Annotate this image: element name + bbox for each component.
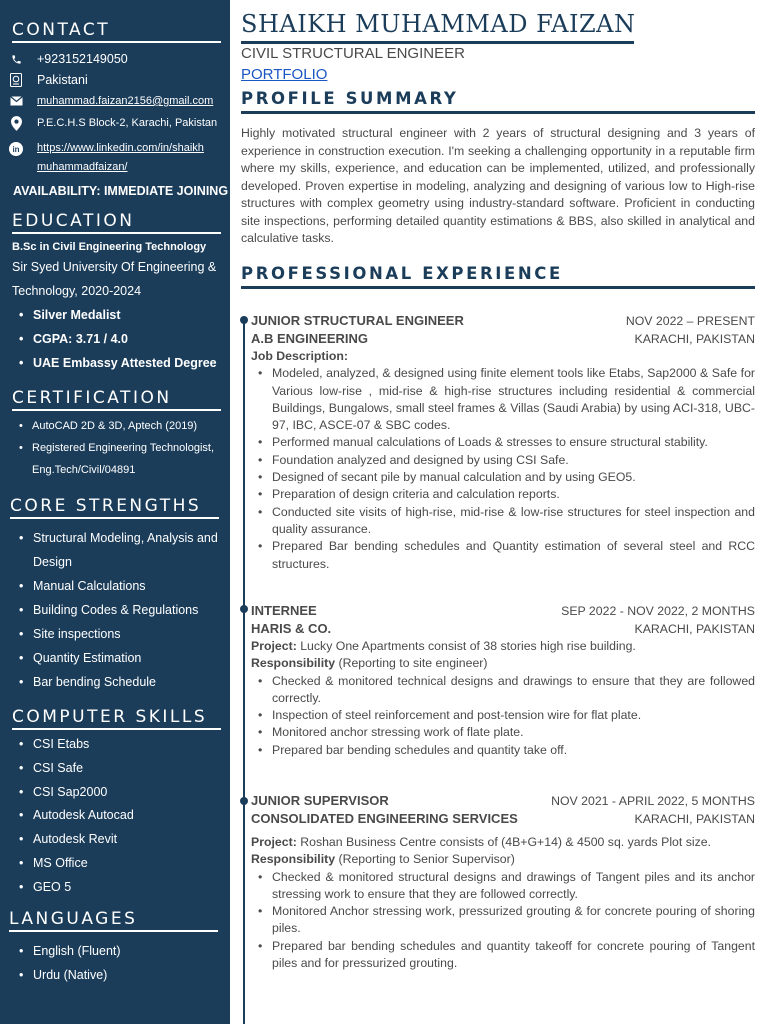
linkedin-link-line2[interactable]: muhammadfaizan/ (37, 161, 128, 173)
languages-list (12, 939, 121, 987)
email-link[interactable]: muhammad.faizan2156@gmail.com (37, 95, 214, 107)
responsibility-label: Responsibility (251, 852, 336, 867)
profile-summary-heading: PROFILE SUMMARY (241, 89, 459, 108)
list-item: • GEO 5 (12, 876, 134, 900)
list-item: • Foundation analyzed and designed by using CSI Safe. (251, 452, 755, 469)
certification-number: Eng.Tech/Civil/04891 (32, 464, 136, 476)
project-text: Roshan Business Centre consists of (4B+G+14) & 4500 sq. yards Plot size. (300, 835, 712, 849)
list-item: • Inspection of steel reinforcement and post-tension wire for flat plate. (251, 707, 755, 724)
core-strengths-list (12, 526, 218, 550)
job-title: INTERNEE (251, 603, 317, 618)
list-item: • AutoCAD 2D & 3D, Aptech (2019) (12, 415, 214, 437)
location-pin-icon (9, 116, 23, 130)
profile-summary-rule (241, 111, 755, 114)
linkedin-icon (9, 142, 23, 156)
education-list (12, 303, 217, 375)
list-item: • Bar bending Schedule (12, 670, 218, 694)
experience-rule (241, 286, 755, 289)
job-entry-2 (251, 602, 755, 759)
university-line1: Sir Syed University Of Engineering & (12, 260, 217, 274)
job-dates: NOV 2021 - APRIL 2022, 5 MONTHS (551, 794, 755, 808)
list-item: • CSI Sap2000 (12, 781, 134, 805)
job-location: KARACHI, PAKISTAN (634, 812, 755, 826)
company-name: CONSOLIDATED ENGINEERING SERVICES (251, 811, 518, 826)
list-item: • Autodesk Revit (12, 828, 134, 852)
core-strengths-heading: CORE STRENGTHS (10, 496, 219, 519)
list-item: • Autodesk Autocad (12, 804, 134, 828)
contact-address (9, 116, 217, 130)
list-item: • Prepared bar bending schedules and quantity take off. (251, 742, 755, 759)
sidebar (0, 0, 230, 1024)
job-location: KARACHI, PAKISTAN (634, 622, 755, 636)
list-item: • Monitored anchor stressing work of flate plate. (251, 724, 755, 741)
responsibility-label: Responsibility (251, 656, 336, 671)
candidate-name: SHAIKH MUHAMMAD FAIZAN (241, 10, 636, 38)
list-item: • Prepared bar bending schedules and quantity takeoff for concrete pouring of Tangent piles and for pressurized grouting. (251, 938, 755, 973)
core-strength-continuation: Design (33, 555, 72, 569)
responsibility-line (251, 851, 755, 868)
computer-skills-section (12, 733, 134, 900)
profile-summary-text: Highly motivated structural engineer with 2 years of structural designing and 3 years of experience in construction execution. I'm seeking a challenging opportunity in a reputable firm where my skills, experience, and education can be implemented, utilized, and professionally developed. Proven expertise in modeling, analyzing and designing of various low to High-rise structures with complex geometry using industry-standard software. Proficient in conducting site inspections, performing detailed quantity estimations & BBS, also skilled in analytical and calculative tasks. (241, 126, 755, 245)
experience-heading: PROFESSIONAL EXPERIENCE (241, 264, 563, 283)
name-underline (241, 41, 634, 44)
contact-phone (9, 52, 128, 66)
portfolio-link[interactable]: PORTFOLIO (241, 66, 328, 83)
job-title: JUNIOR STRUCTURAL ENGINEER (251, 313, 464, 328)
availability: AVAILABILITY: IMMEDIATE JOINING (13, 184, 229, 198)
languages-section (12, 939, 121, 987)
company-name: HARIS & CO. (251, 621, 332, 636)
project-line (251, 638, 755, 655)
contact-linkedin (9, 139, 204, 177)
list-item: • English (Fluent) (12, 939, 121, 963)
job-bullets (251, 365, 755, 573)
contact-nationality (9, 73, 88, 87)
degree: B.Sc in Civil Engineering Technology (12, 241, 207, 253)
list-item: • Quantity Estimation (12, 646, 218, 670)
list-item: • CGPA: 3.71 / 4.0 (12, 327, 217, 351)
education-section (12, 241, 217, 375)
list-item: • Modeled, analyzed, & designed using finite element tools like Etabs, Sap2000 & Safe for Various low-rise , mid-rise & high-rise structures including residential & commercial Buildings, Bungalows, small steel frames & Villas (Saudi Arabia) by using ACI-318, UBC-97, IBC, ASCE-07 & SBC codes. (251, 365, 755, 434)
university-line2: Technology, 2020-2024 (12, 284, 142, 298)
job-dates: NOV 2022 – PRESENT (625, 314, 755, 328)
certification-list (12, 415, 214, 459)
responsibility-line (251, 655, 755, 672)
timeline-dot (240, 605, 248, 613)
list-item: • Checked & monitored structural designs and drawings of Tangent piles and its anchor stressing work to ensure that they are followed correctly. (251, 869, 755, 904)
timeline-line (243, 318, 245, 1024)
contact-email (9, 94, 213, 108)
job-description-label: Job Description: (251, 349, 349, 363)
address-text: P.E.C.H.S Block-2, Karachi, Pakistan (37, 117, 218, 129)
job-bullets (251, 869, 755, 973)
list-item: • Building Codes & Regulations (12, 598, 218, 622)
computer-skills-list (12, 733, 134, 900)
mail-icon (9, 94, 23, 108)
list-item: • Monitored Anchor stressing work, pressurized grouting & for concrete pouring of shoring piles. (251, 903, 755, 938)
education-heading: EDUCATION (12, 211, 221, 234)
job-entry-1 (251, 312, 755, 573)
list-item: • CSI Etabs (12, 733, 134, 757)
contact-heading: CONTACT (12, 20, 221, 43)
list-item: • CSI Safe (12, 757, 134, 781)
timeline-dot (240, 316, 248, 324)
job-entry-3 (251, 792, 755, 972)
list-item: • Preparation of design criteria and calculation reports. (251, 486, 755, 503)
list-item: • Conducted site visits of high-rise, mid-rise & low-rise structures for steel inspection and quality assurance. (251, 504, 755, 539)
list-item: • Manual Calculations (12, 574, 218, 598)
list-item: • Performed manual calculations of Loads & stresses to ensure structural stability. (251, 434, 755, 451)
passport-icon (9, 73, 23, 87)
responsibility-note: (Reporting to site engineer) (338, 656, 488, 671)
computer-skills-heading: COMPUTER SKILLS (12, 707, 221, 730)
job-role: CIVIL STRUCTURAL ENGINEER (241, 45, 465, 62)
list-item: • Registered Engineering Technologist, (12, 437, 214, 459)
list-item: • Checked & monitored technical designs and drawings to ensure that they are followed correctly. (251, 673, 755, 708)
certification-section (12, 415, 214, 481)
list-item: • Prepared Bar bending schedules and Quantity estimation of several steel and RCC structures. (251, 538, 755, 573)
phone-icon (9, 52, 23, 66)
linkedin-link-line1[interactable]: https://www.linkedin.com/in/shaikh (37, 142, 204, 154)
job-title: JUNIOR SUPERVISOR (251, 793, 389, 808)
project-text: Lucky One Apartments consist of 38 stories high rise building. (300, 639, 636, 653)
project-label: Project: (251, 639, 297, 653)
languages-heading: LANGUAGES (9, 909, 218, 932)
list-item: • Urdu (Native) (12, 963, 121, 987)
core-strengths-list-rest (12, 574, 218, 694)
nationality-text: Pakistani (37, 73, 88, 87)
responsibility-note: (Reporting to Senior Supervisor) (338, 852, 515, 867)
company-name: A.B ENGINEERING (251, 331, 369, 346)
job-location: KARACHI, PAKISTAN (634, 332, 755, 346)
phone-text: +923152149050 (37, 52, 128, 66)
list-item: • UAE Embassy Attested Degree (12, 351, 217, 375)
certification-heading: CERTIFICATION (12, 388, 221, 411)
project-line (251, 834, 755, 851)
core-strengths-section (12, 526, 218, 694)
list-item: • MS Office (12, 852, 134, 876)
list-item: • Silver Medalist (12, 303, 217, 327)
list-item: • Designed of secant pile by manual calculation and by using GEO5. (251, 469, 755, 486)
timeline-dot (240, 797, 248, 805)
list-item: • Site inspections (12, 622, 218, 646)
job-dates: SEP 2022 - NOV 2022, 2 MONTHS (561, 604, 755, 618)
project-label: Project: (251, 835, 297, 849)
job-bullets (251, 673, 755, 759)
svg-text:in: in (12, 145, 20, 154)
list-item: • Structural Modeling, Analysis and (12, 526, 218, 550)
